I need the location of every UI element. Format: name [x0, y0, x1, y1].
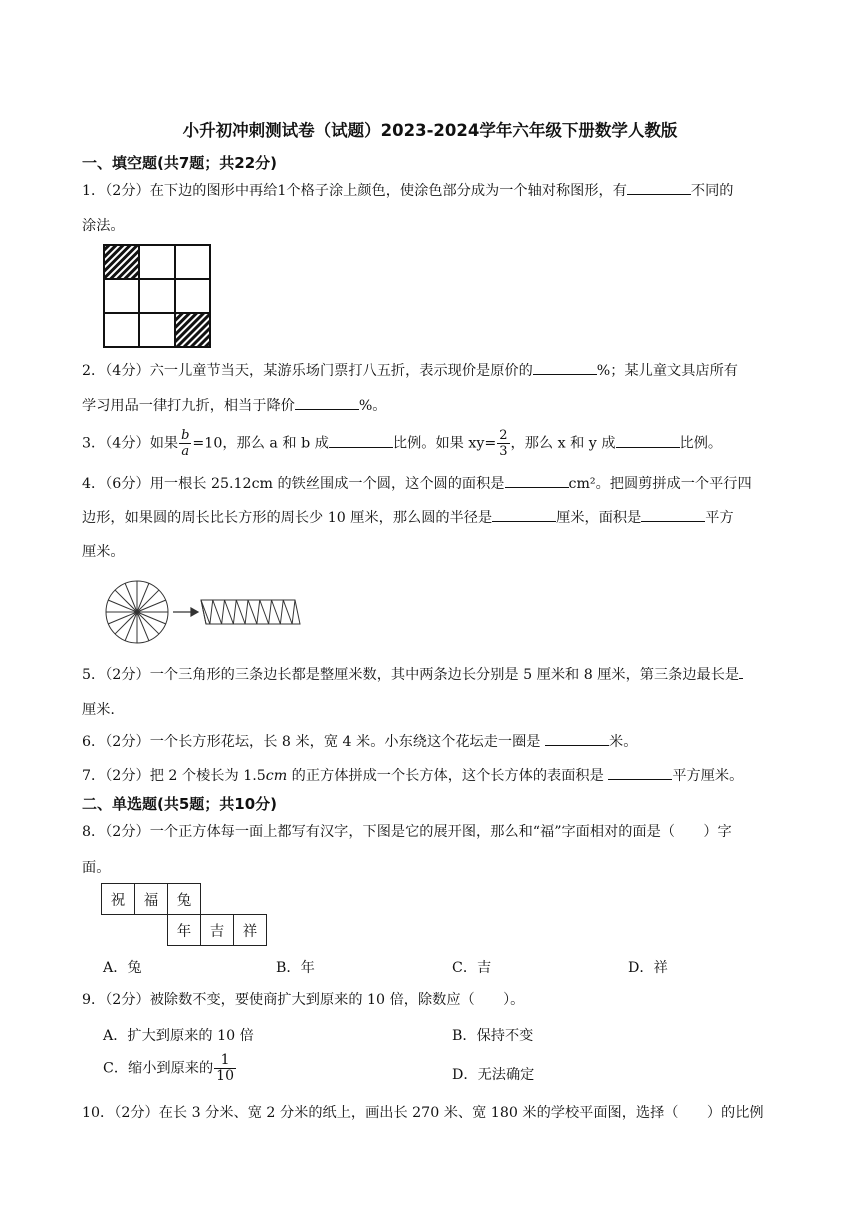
shaded-cell — [104, 245, 139, 279]
question-4-cont2: 厘米。 — [82, 544, 125, 560]
option-a[interactable]: A．扩大到原来的 10 倍 — [103, 1028, 254, 1044]
fraction-two-thirds: $\frac{2}{3}$ — [499, 428, 508, 459]
net-face: 吉 — [201, 915, 234, 946]
circle-to-parallelogram-figure — [103, 578, 303, 646]
option-d[interactable]: D．祥 — [628, 960, 668, 976]
question-1-cont: 涂法。 — [82, 218, 125, 234]
circle-sector-line — [137, 612, 159, 634]
answer-blank[interactable] — [641, 507, 705, 522]
parallelogram-zigzag — [201, 600, 295, 624]
shaded-cell — [175, 313, 210, 347]
answer-blank[interactable] — [492, 507, 556, 522]
option-a[interactable]: A．兔 — [103, 960, 142, 976]
question-4: 4．（6分）用一根长 25.12cm 的铁丝围成一个圆，这个圆的面积是 cm²。把圆剪拼成一个平行四 — [82, 473, 752, 494]
net-face: 兔 — [168, 884, 201, 915]
answer-blank[interactable] — [295, 395, 359, 410]
question-8: 8．（2分）一个正方体每一面上都写有汉字，下图是它的展开图，那么和“福”字面相对的面是（ ）字 — [82, 824, 732, 840]
circle-sector-line — [115, 590, 137, 612]
net-face: 祝 — [102, 884, 135, 915]
question-1: 1．（2分）在下边的图形中再给1个格子涂上颜色，使涂色部分成为一个轴对称图形，有 不同的 — [82, 180, 734, 201]
option-c[interactable]: C．吉 — [452, 960, 492, 976]
fraction-b-over-a: $\frac{b}{a}$ — [181, 428, 190, 459]
answer-blank[interactable] — [616, 433, 680, 448]
question-2-cont: 学习用品一律打九折，相当于降价 %。 — [82, 395, 387, 416]
answer-blank[interactable] — [329, 433, 393, 448]
grid-figure — [102, 243, 212, 350]
answer-blank[interactable] — [627, 180, 691, 195]
question-10: 10．（2分）在长 3 分米、宽 2 分米的纸上，画出长 270 米、宽 180 米的学校平面图，选择（ ）的比例 — [82, 1105, 764, 1121]
page-title: 小升初冲刺测试卷（试题）2023-2024学年六年级下册数学人教版 — [182, 121, 678, 140]
question-8-cont: 面。 — [82, 860, 111, 876]
section-single-choice-heading: 二、单选题(共5题；共10分) — [82, 795, 278, 813]
net-face: 年 — [168, 915, 201, 946]
question-9: 9．（2分）被除数不变，要使商扩大到原来的 10 倍，除数应（ ）。 — [82, 992, 525, 1008]
option-d[interactable]: D．无法确定 — [452, 1067, 535, 1083]
net-face: 福 — [135, 884, 168, 915]
net-face: 祥 — [234, 915, 267, 946]
question-3: 3．（4分）如果 $\frac{b}{a}$ =10，那么 a 和 b 成 比例。如果 xy= $\frac{2}{3}$ ，那么 x 和 y 成 比例。 — [82, 428, 723, 459]
option-b[interactable]: B．年 — [276, 960, 315, 976]
option-b[interactable]: B．保持不变 — [452, 1028, 534, 1044]
question-6: 6．（2分）一个长方形花坛，长 8 米，宽 4 米。小东绕这个花坛走一圈是 米。 — [82, 731, 637, 752]
option-c[interactable]: C．缩小到原来的 $\frac{1}{10}$ — [103, 1052, 234, 1084]
answer-blank[interactable] — [545, 731, 609, 746]
question-5: 5．（2分）一个三角形的三条边长都是整厘米数，其中两条边长分别是 5 厘米和 8 厘米，第三条边最长是 — [82, 664, 743, 685]
section-fill-in-heading: 一、填空题(共7题；共22分) — [82, 154, 278, 172]
question-2: 2．（4分）六一儿童节当天，某游乐场门票打八五折，表示现价是原价的 %；某儿童文具店所有 — [82, 360, 738, 381]
question-4-cont: 边形，如果圆的周长比长方形的周长少 10 厘米，那么圆的半径是 厘米，面积是 平方 — [82, 507, 734, 528]
answer-blank[interactable] — [608, 765, 672, 780]
answer-blank[interactable] — [533, 360, 597, 375]
answer-blank[interactable] — [505, 473, 569, 488]
fraction-one-tenth: $\frac{1}{10}$ — [216, 1052, 234, 1084]
answer-blank[interactable] — [739, 664, 743, 679]
circle-sector-line — [115, 612, 137, 634]
question-5-cont: 厘米. — [82, 702, 115, 718]
cube-net — [101, 883, 267, 946]
circle-sector-line — [137, 590, 159, 612]
question-7: 7．（2分）把 2 个棱长为 1.5cm 的正方体拼成一个长方体，这个长方体的表面积是 平方厘米。 — [82, 765, 743, 786]
